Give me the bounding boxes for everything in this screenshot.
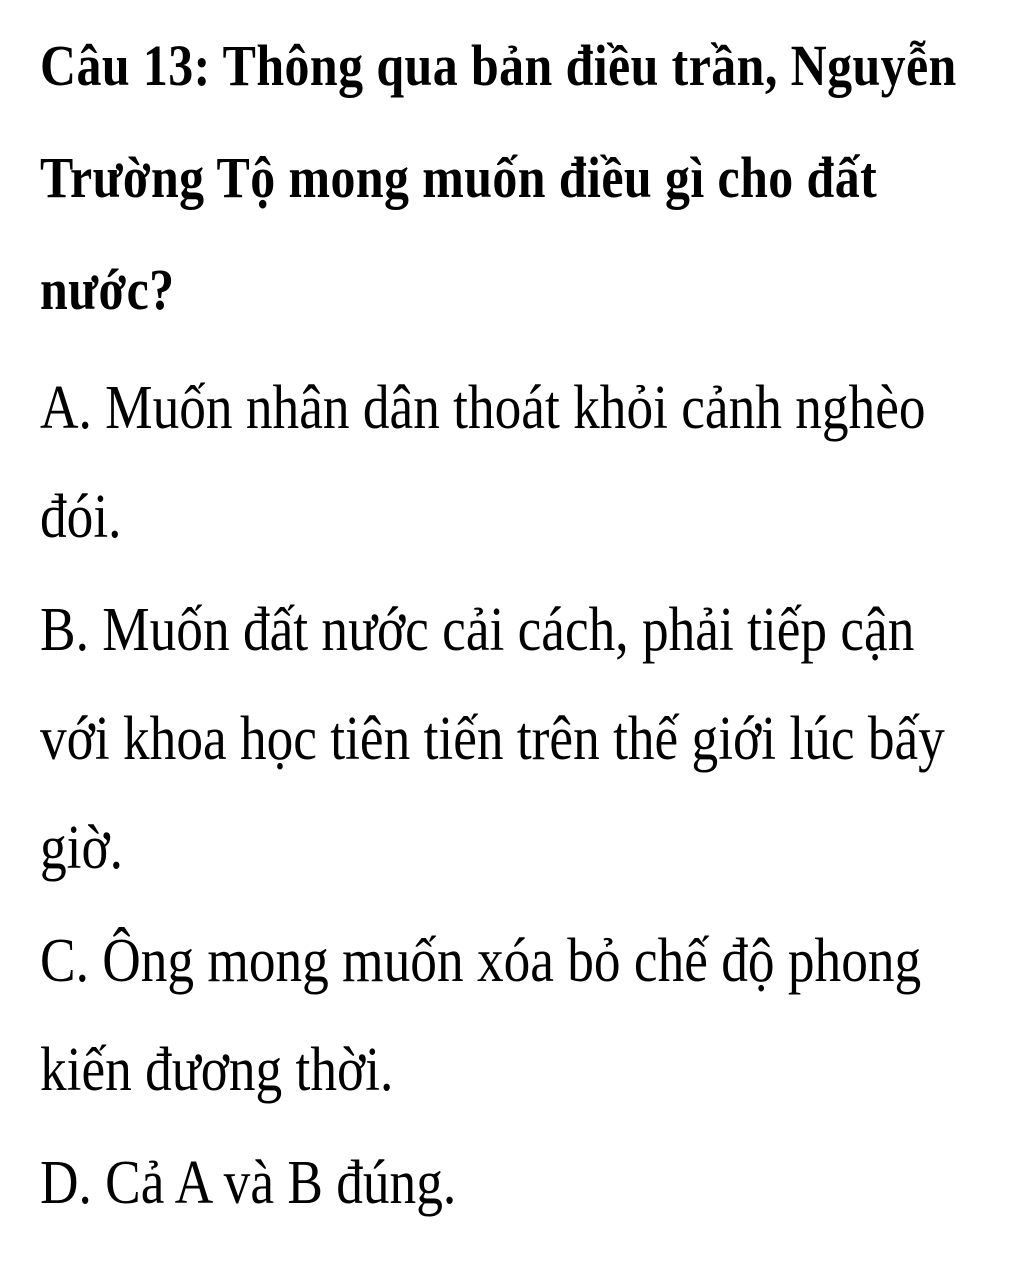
option-d: D. Cả A và B đúng.	[40, 1149, 457, 1217]
question-text: Câu 13: Thông qua bản điều trần, Nguyễn Trường Tộ mong muốn điều gì cho đất nước?	[40, 33, 957, 322]
option-c: C. Ông mong muốn xóa bỏ chế độ phong kiến đương thời.	[40, 927, 922, 1104]
option-a: A. Muốn nhân dân thoát khỏi cảnh nghèo đói.	[40, 374, 926, 551]
quiz-document	[40, 10, 970, 1242]
answer-options	[40, 354, 970, 1238]
option-b: B. Muốn đất nước cải cách, phải tiếp cận với khoa học tiên tiến trên thế giới lúc bấy giờ.	[40, 596, 945, 882]
